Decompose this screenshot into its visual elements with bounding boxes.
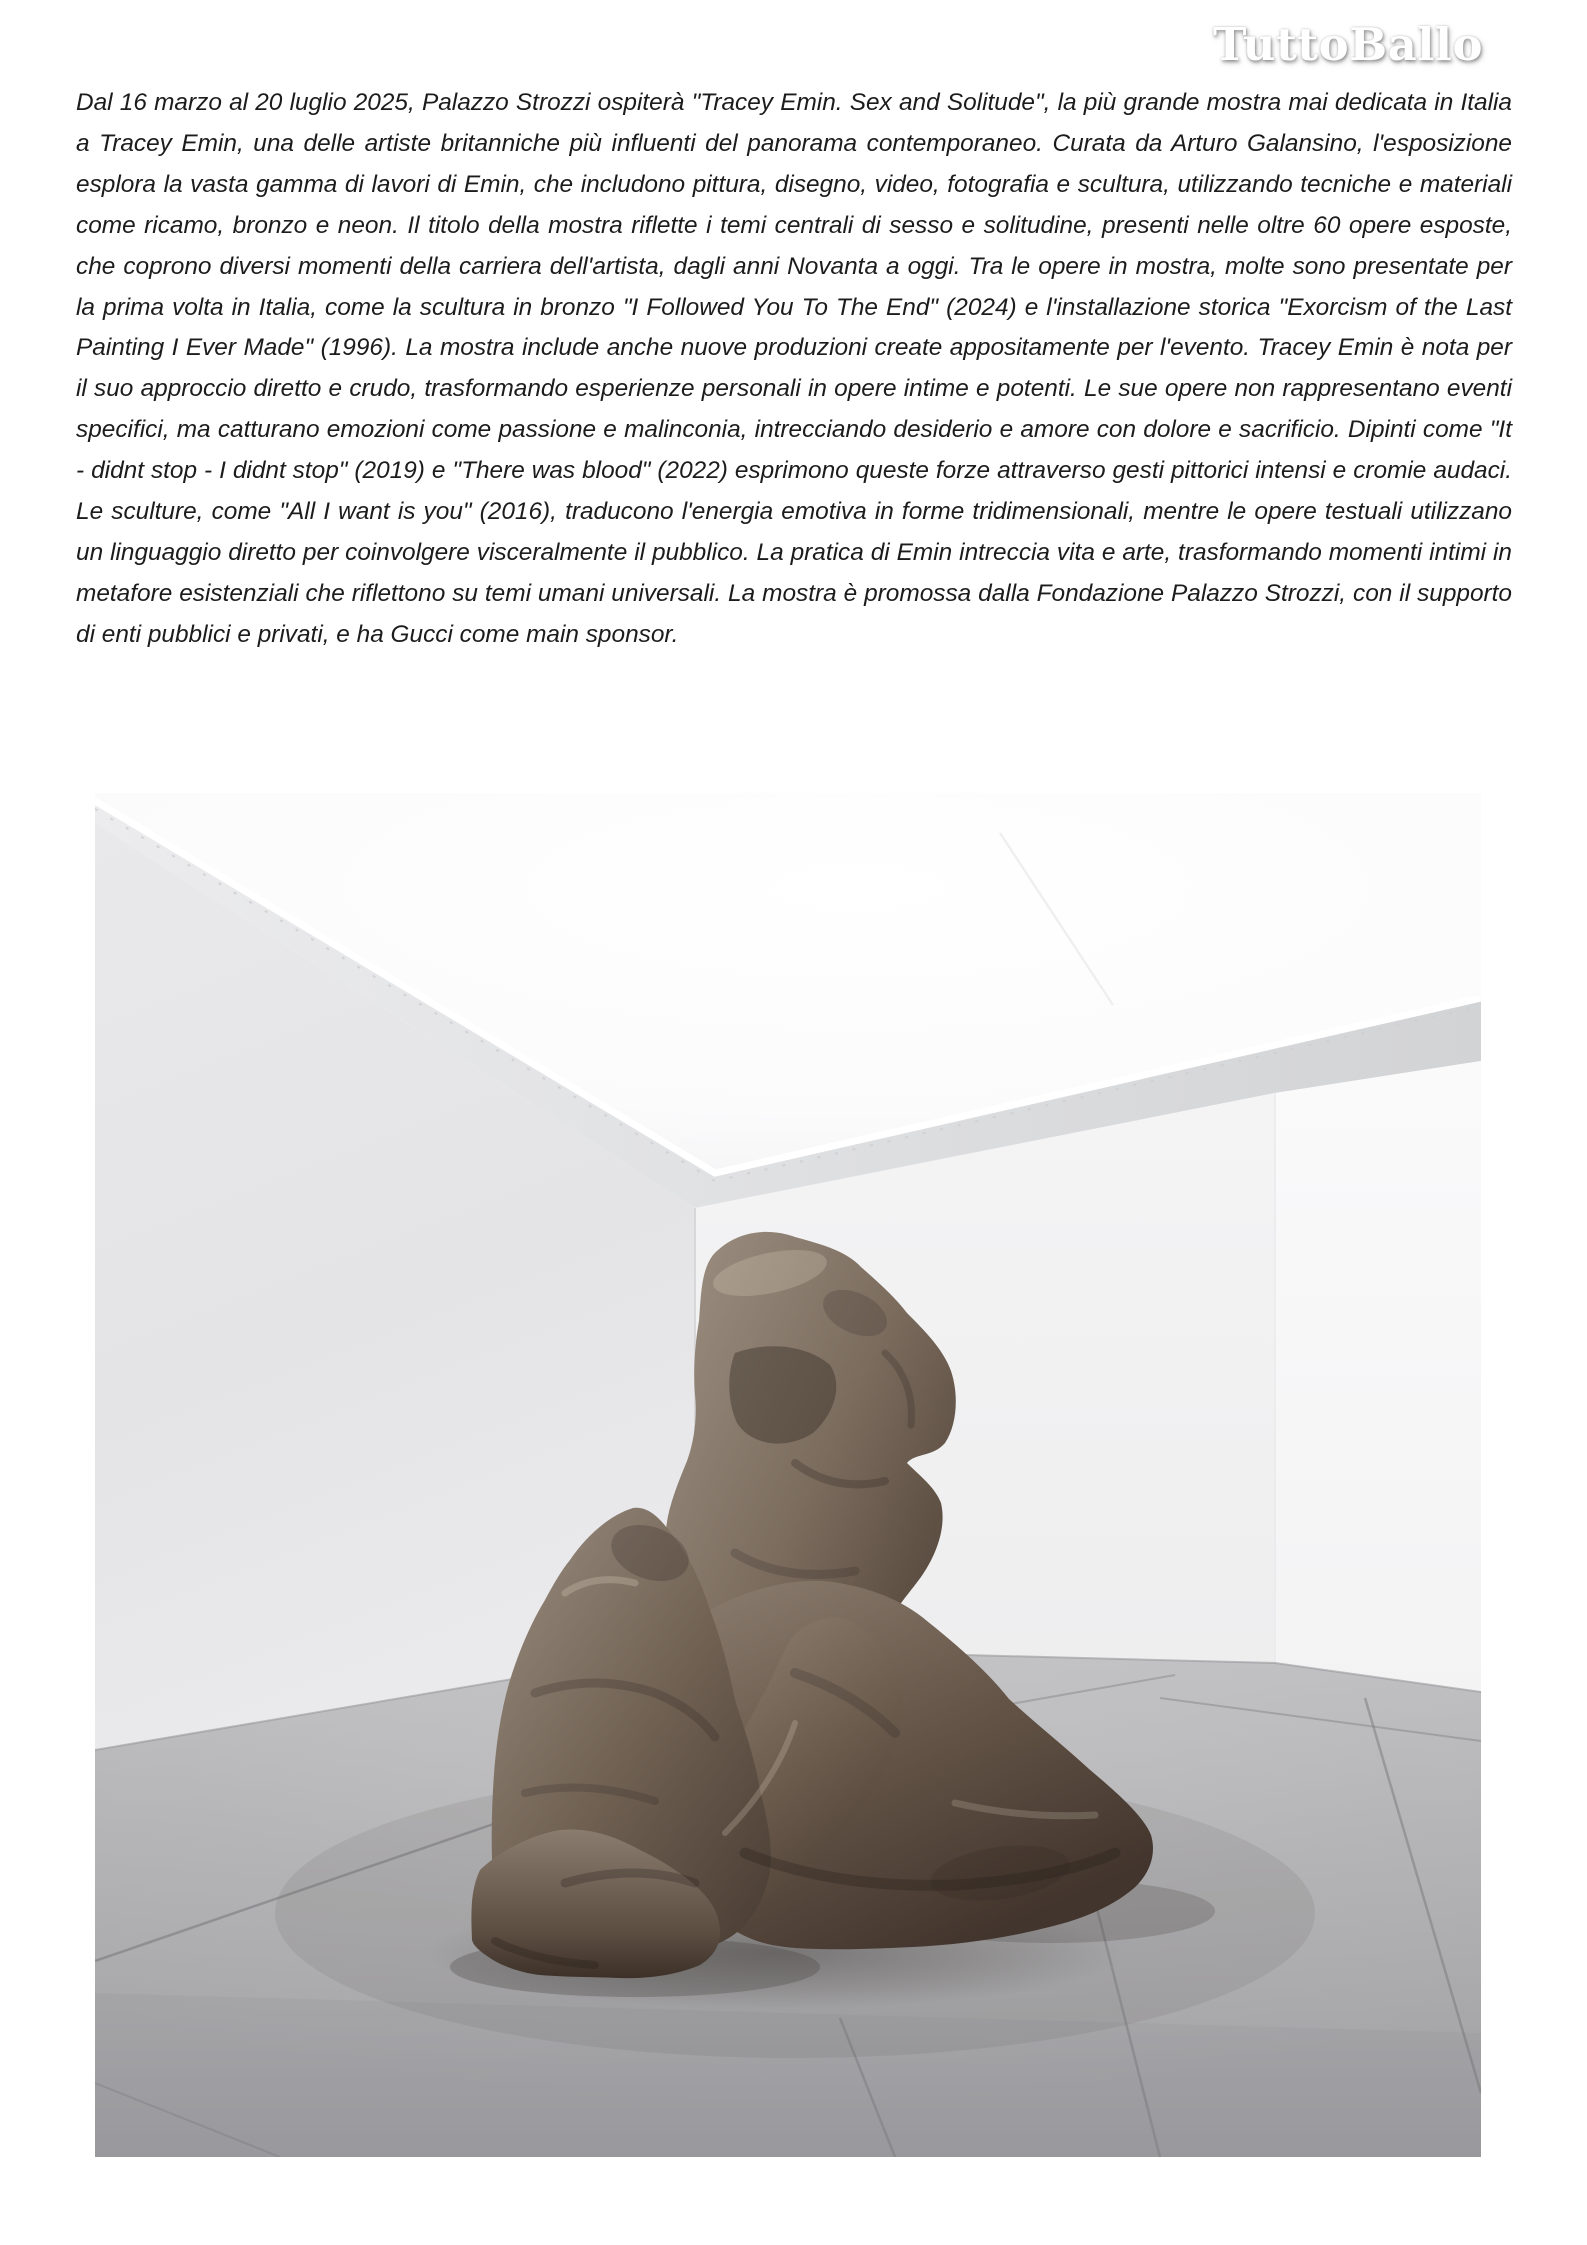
exhibition-photo	[95, 793, 1481, 2157]
article-paragraph: Dal 16 marzo al 20 luglio 2025, Palazzo Strozzi ospiterà "Tracey Emin. Sex and Solitude", la più grande mostra mai dedicata in Italia a Tracey Emin, una delle artiste britanniche più influenti del panorama contemporaneo. Curata da Arturo Galansino, l'esposizione esplora la vasta gamma di lavori di Emin, che includono pittura, disegno, video, fotografia e scultura, utilizzando tecniche e materiali come ricamo, bronzo e neon. Il titolo della mostra riflette i temi centrali di sesso e solitudine, presenti nelle oltre 60 opere esposte, che coprono diversi momenti della carriera dell'artista, dagli anni Novanta a oggi. Tra le opere in mostra, molte sono presentate per la prima volta in Italia, come la scultura in bronzo "I Followed You To The End" (2024) e l'installazione storica "Exorcism of the Last Painting I Ever Made" (1996). La mostra include anche nuove produzioni create appositamente per l'evento. Tracey Emin è nota per il suo approccio diretto e crudo, trasformando esperienze personali in opere intime e potenti. Le sue opere non rappresentano eventi specifici, ma catturano emozioni come passione e malinconia, intrecciando desiderio e amore con dolore e sacrificio. Dipinti come "It - didnt stop - I didnt stop" (2019) e "There was blood" (2022) esprimono queste forze attraverso gesti pittorici intensi e cromie audaci. Le sculture, come "All I want is you" (2016), traducono l'energia emotiva in forme tridimensionali, mentre le opere testuali utilizzano un linguaggio diretto per coinvolgere visceralmente il pubblico. La pratica di Emin intreccia vita e arte, trasformando momenti intimi in metafore esistenziali che riflettono su temi umani universali. La mostra è promossa dalla Fondazione Palazzo Strozzi, con il supporto di enti pubblici e privati, e ha Gucci come main sponsor.	[76, 89, 1512, 648]
gallery-installation-illustration	[95, 793, 1481, 2157]
right-wall	[1275, 1061, 1481, 1692]
site-logo: TuttoBallo	[1212, 18, 1483, 71]
